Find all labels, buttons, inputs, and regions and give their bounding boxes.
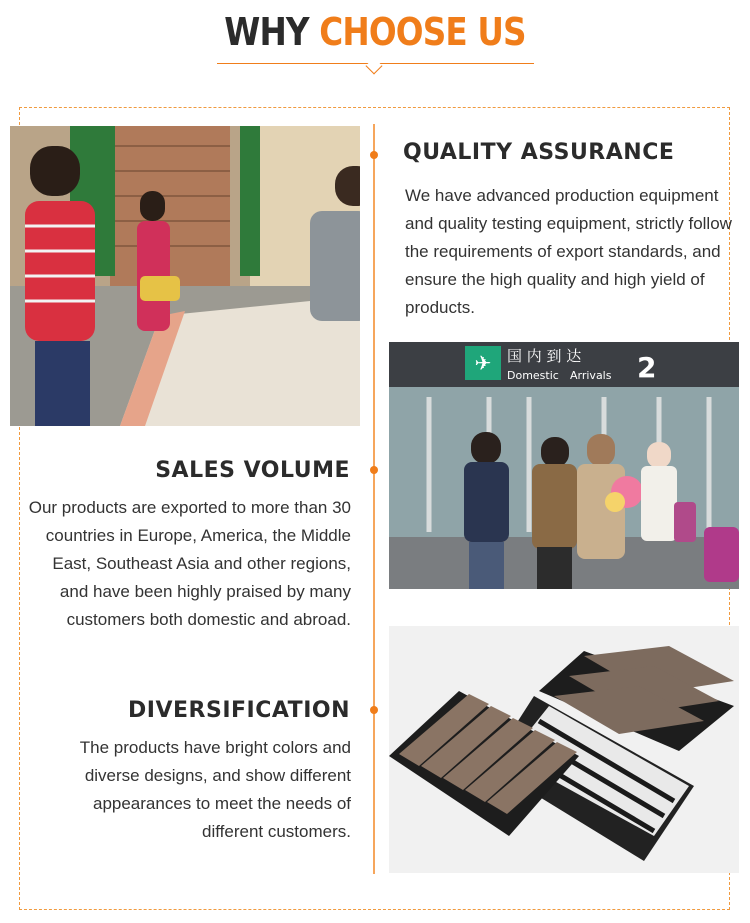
timeline-dot-sales [370, 466, 378, 474]
sign-arrivals: Arrivals [570, 369, 612, 382]
slat-panels-image [389, 626, 739, 873]
timeline-dot-diversification [370, 706, 378, 714]
airport-arrival-image [389, 342, 739, 589]
timeline-dot-quality [370, 151, 378, 159]
diversification-heading: DIVERSIFICATION [128, 698, 350, 723]
sign-domestic: Domestic [507, 369, 559, 382]
title-caret-icon [366, 58, 383, 75]
slat-panels-photo [389, 626, 739, 873]
title-why: WHY [224, 10, 320, 54]
page-title [53, 8, 698, 56]
quality-heading: QUALITY ASSURANCE [403, 140, 675, 165]
sales-heading: SALES VOLUME [155, 458, 350, 483]
factory-visit-photo [10, 126, 360, 426]
svg-text:✈: ✈ [474, 351, 492, 375]
sales-text: Our products are exported to more than 30 countries in Europe, America, the Middle East, Southeast Asia and other regions, and have been highly praised by many customers both domestic and abroad. [28, 498, 351, 629]
title-choose-us: CHOOSE US [319, 10, 526, 54]
factory-visit-image [10, 126, 360, 426]
sign-chinese: 国 内 到 达 [507, 347, 582, 365]
timeline-line [373, 124, 375, 874]
airport-arrival-photo [389, 342, 739, 589]
quality-text: We have advanced production equipment and quality testing equipment, strictly follow the requirements of export standards, and ensure the high quality and high yield of products. [405, 186, 732, 317]
diversification-text: The products have bright colors and diverse designs, and show different appearances to meet the needs of different customers. [79, 738, 351, 841]
sign-number: 2 [637, 351, 657, 384]
